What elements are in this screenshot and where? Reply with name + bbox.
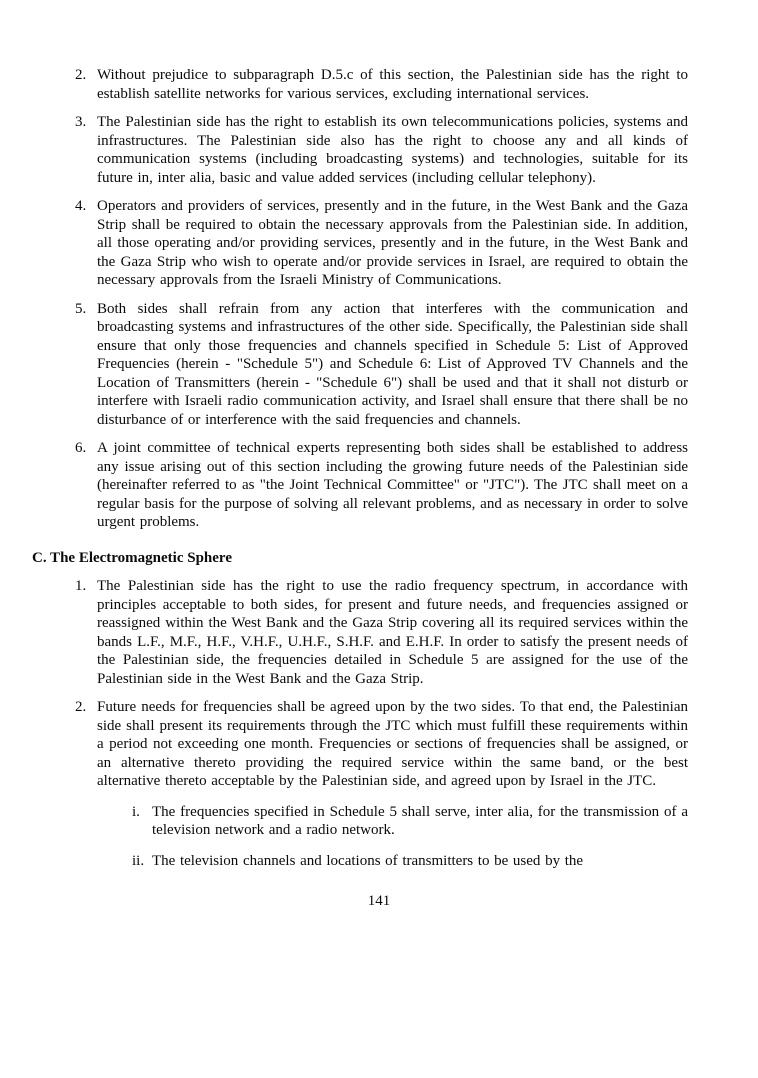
item-number: 5. (75, 300, 87, 317)
section-d-numbered-list (75, 66, 688, 532)
section-c-numbered-list (75, 577, 688, 791)
sub-item-number: i. (132, 803, 140, 820)
list-item (75, 113, 688, 187)
item-number: 4. (75, 198, 87, 214)
item-text: Operators and providers of services, presently and in the future, in the West Bank and the Gaza Strip shall be required to obtain the necessary approvals from the Palestinian side. In addition, all those operating and/or providing services, presently and in the future, in the West Bank and the Gaza Strip who wish to operate and/or provide services in Israel, are required to obtain the necessary approvals from the Israeli Ministry of Communications. (97, 198, 688, 288)
list-item (75, 577, 688, 688)
list-item (75, 300, 688, 430)
list-item (75, 439, 688, 532)
page-number: 141 (367, 893, 391, 909)
item-text: The Palestinian side has the right to establish its own telecommunications policies, systems and infrastructures. The Palestinian side also has the right to choose any and all kinds of communication systems (including broadcasting systems) and technologies, suitable for its future in, inter alia, basic and value added services (including cellular telephony). (97, 114, 688, 186)
sub-list-item (132, 803, 688, 840)
item-text: Both sides shall refrain from any action that interferes with the communication and broadcasting systems and infrastructures of the other side. Specifically, the Palestinian side shall ensure that only those frequencies and channels specified in Schedule 5: List of Approved Frequencies (herein - "Schedule 5") and Schedule 6: List of Approved TV Channels and the Location of Transmitters (herein - "Schedule 6") shall be used and that it shall not disturb or interfere with Israeli radio communication activity, and Israel shall ensure that there shall be no disturbance of or interference with the said frequencies and channels. (97, 300, 688, 428)
sub-item-number: ii. (132, 852, 145, 869)
section-heading: C. The Electromagnetic Sphere (32, 549, 232, 566)
item-text: Without prejudice to subparagraph D.5.c of this section, the Palestinian side has the right to establish satellite networks for various services, excluding international services. (97, 67, 688, 102)
item-number: 1. (75, 578, 87, 594)
item-number: 6. (75, 440, 87, 456)
item-text: A joint committee of technical experts representing both sides shall be established to address any issue arising out of this section including the growing future needs of the Palestinian side (hereinafter referred to as "the Joint Technical Committee" or "JTC"). The JTC shall meet on a regular basis for the purpose of solving all relevant problems, and as necessary in order to solve urgent problems. (97, 440, 688, 530)
item-number: 2. (75, 699, 87, 715)
list-item (75, 698, 688, 791)
item-text: Future needs for frequencies shall be agreed upon by the two sides. To that end, the Palestinian side shall present its requirements through the JTC which must fulfill these requirements within a period not exceeding one month. Frequencies or sections of frequencies shall be assigned, or an alternative thereto providing the required service within the same band, or the best alternative thereto acceptable by the Palestinian side, and agreed upon by Israel in the JTC. (97, 699, 688, 789)
item-number: 2. (75, 67, 87, 83)
roman-sub-list (132, 803, 688, 871)
list-item (75, 197, 688, 290)
sub-item-text: The frequencies specified in Schedule 5 shall serve, inter alia, for the transmission of a television network and a radio network. (152, 803, 688, 838)
list-item (75, 66, 688, 103)
item-number: 3. (75, 114, 87, 130)
item-text: The Palestinian side has the right to use the radio frequency spectrum, in accordance with principles acceptable to both sides, for present and future needs, and frequencies assigned or reassigned within the West Bank and the Gaza Strip covering all its required services within the bands L.F., M.F., H.F., V.H.F., U.H.F., S.H.F. and E.H.F. In order to satisfy the present needs of the Palestinian side, the frequencies detailed in Schedule 5 are assigned for the use of the Palestinian side in the West Bank and the Gaza Strip. (97, 578, 688, 687)
sub-list-item (132, 852, 688, 871)
sub-item-text: The television channels and locations of transmitters to be used by the (152, 852, 584, 869)
